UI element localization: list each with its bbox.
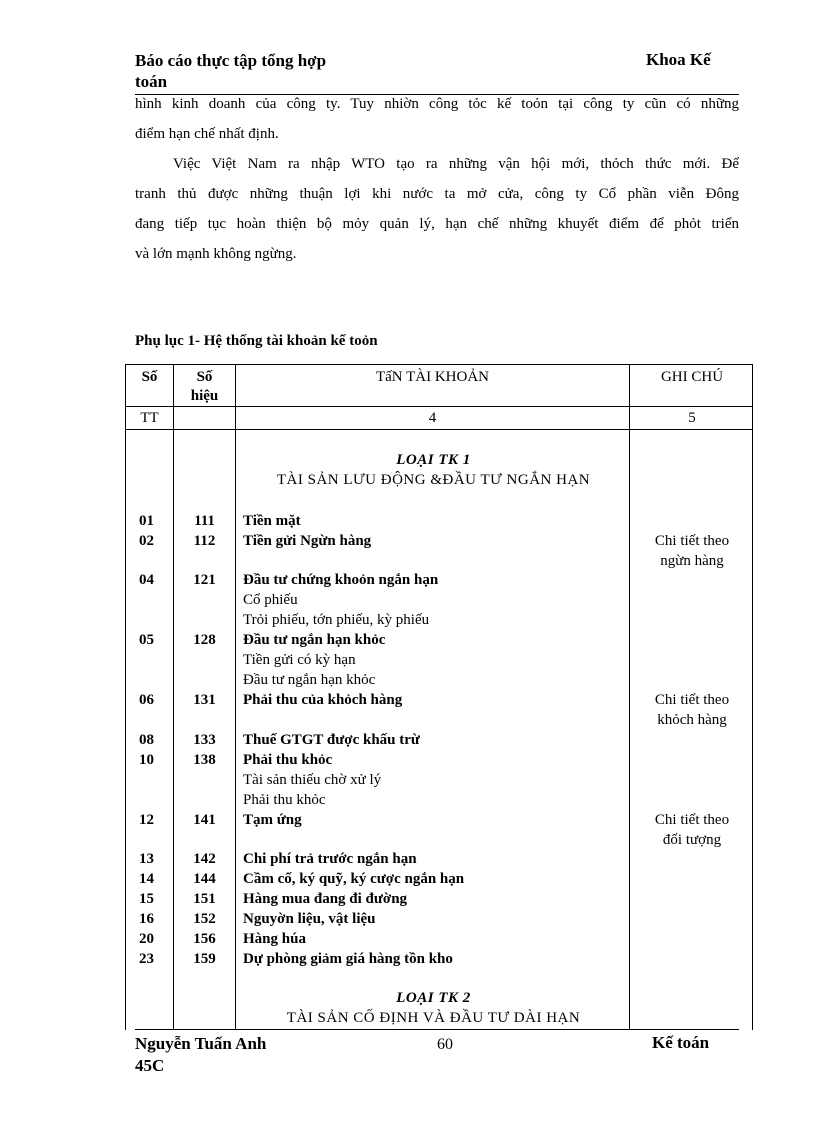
- row-account-name: Hàng húa: [243, 931, 306, 947]
- row-subaccount-name: Phải thu khỏc: [243, 792, 326, 808]
- row-account-name: Cầm cố, ký quỹ, ký cược ngắn hạn: [243, 871, 465, 887]
- row-code: 112: [193, 533, 216, 549]
- group2-label: [236, 988, 631, 1009]
- row-account-name: Thuế GTGT được khấu trừ: [243, 732, 420, 748]
- header-department: Khoa Kế: [646, 50, 711, 69]
- row-subaccount-name: Cổ phiếu: [243, 592, 298, 608]
- body-line-3: Việc Việt Nam ra nhập WTO tạo ra những vận hội mới, thỏch thức mới. Để: [173, 156, 739, 172]
- row-tt: 13: [139, 851, 154, 867]
- row-subaccount-name: Trỏi phiếu, tớn phiếu, kỳ phiếu: [243, 612, 430, 628]
- row-code: 151: [193, 891, 216, 907]
- accounts-table: [125, 364, 753, 1030]
- header-account-name: TấN TÀI KHOẢN: [375, 369, 490, 385]
- row-account-name: Hàng mua đang đi đường: [243, 891, 408, 907]
- row-code: 133: [193, 732, 216, 748]
- subheader-tt: TT: [140, 410, 159, 426]
- footer-faculty: Kế toán: [652, 1033, 710, 1052]
- group1-label-text: LOẠI TK 1: [396, 452, 471, 468]
- row-code: 152: [193, 911, 216, 927]
- row-tt: 08: [139, 732, 154, 748]
- header-row-divider: [126, 406, 752, 407]
- row-subaccount-name: Tài sản thiếu chờ xử lý: [243, 772, 382, 788]
- table-caption: Phụ lục 1- Hệ thống tài khoản kế toỏn: [135, 333, 378, 349]
- row-tt: 01: [139, 513, 154, 529]
- note-131: [630, 690, 754, 730]
- row-code: 141: [193, 812, 216, 828]
- body-line-6: và lớn mạnh không ngừng.: [135, 246, 297, 262]
- body-line-4: tranh thủ được những thuận lợi khi nước ta mở cửa, công ty Cổ phần viễn Đông: [135, 186, 739, 202]
- row-tt: 04: [139, 572, 154, 588]
- note-131-line2: khỏch hàng: [657, 712, 727, 728]
- row-tt: 05: [139, 632, 154, 648]
- footer-author-class: 45C: [135, 1056, 165, 1075]
- body-line-5: đang tiếp tục hoàn thiện bộ mỏy quản lý, hạn chế những khuyết điểm để phỏt triển: [135, 216, 739, 232]
- subheader-row-divider: [126, 429, 752, 430]
- note-141-line2: đối tượng: [662, 832, 722, 848]
- row-account-name: Tiền gửi Ngừn hàng: [243, 533, 372, 549]
- row-code: 131: [193, 692, 216, 708]
- header-title-line2: toán: [135, 72, 168, 91]
- header-code-line2: hiệu: [190, 388, 219, 404]
- row-account-name: Chi phí trả trước ngắn hạn: [243, 851, 417, 867]
- footer-rule: [135, 1029, 739, 1030]
- row-subaccount-name: Tiền gửi có kỳ hạn: [243, 652, 356, 668]
- row-code: 144: [193, 871, 216, 887]
- group2-label-text: LOẠI TK 2: [396, 990, 471, 1006]
- footer-author-name: Nguyễn Tuấn Anh: [135, 1034, 267, 1053]
- row-account-name: Phải thu của khỏch hàng: [243, 692, 403, 708]
- group1-label: [236, 450, 631, 471]
- row-account-name: Tiền mặt: [243, 513, 301, 529]
- row-code: 121: [193, 572, 216, 588]
- subheader-col3: 4: [428, 410, 437, 426]
- note-112-line1: Chi tiết theo: [654, 533, 730, 549]
- note-112-line2: ngừn hàng: [660, 553, 724, 569]
- row-account-name: Tạm ứng: [243, 812, 302, 828]
- row-account-name: Phải thu khỏc: [243, 752, 333, 768]
- page-number: 60: [437, 1036, 453, 1053]
- row-code: 111: [194, 513, 215, 529]
- row-code: 156: [193, 931, 216, 947]
- header-tt: Số: [141, 369, 158, 385]
- header-code-line1: Số: [196, 369, 213, 385]
- row-account-name: Dự phòng giảm giá hàng tồn kho: [243, 951, 453, 967]
- note-112: [630, 531, 754, 571]
- body-line-2: điểm hạn chế nhất định.: [135, 126, 279, 142]
- footer-author: [135, 1033, 266, 1077]
- group2-title: TÀI SẢN CỐ ĐỊNH VÀ ĐẦU TƯ DÀI HẠN: [286, 1010, 581, 1026]
- row-subaccount-name: Đầu tư ngắn hạn khỏc: [243, 672, 376, 688]
- row-tt: 06: [139, 692, 154, 708]
- header-title-line1: Báo cáo thực tập tổng hợp: [135, 51, 327, 70]
- row-tt: 10: [139, 752, 154, 768]
- note-141-line1: Chi tiết theo: [654, 812, 730, 828]
- row-code: 128: [193, 632, 216, 648]
- row-tt: 02: [139, 533, 154, 549]
- group1-title: TÀI SẢN LƯU ĐỘNG &ĐẦU TƯ NGẮN HẠN: [276, 472, 591, 488]
- row-tt: 12: [139, 812, 154, 828]
- note-141: [630, 810, 754, 850]
- row-code: 159: [193, 951, 216, 967]
- row-tt: 15: [139, 891, 154, 907]
- header-report-title: [135, 50, 395, 92]
- row-tt: 20: [139, 931, 154, 947]
- row-code: 138: [193, 752, 216, 768]
- row-account-name: Đầu tư ngắn hạn khỏc: [243, 632, 386, 648]
- row-code: 142: [193, 851, 216, 867]
- note-131-line1: Chi tiết theo: [654, 692, 730, 708]
- body-line-1: hình kinh doanh của công ty. Tuy nhiờn công tỏc kế toỏn tại công ty cũn có những: [135, 96, 739, 112]
- row-tt: 16: [139, 911, 154, 927]
- row-account-name: Nguyờn liệu, vật liệu: [243, 911, 376, 927]
- header-code: [174, 368, 235, 406]
- header-note: GHI CHÚ: [660, 369, 724, 385]
- subheader-col4: 5: [688, 410, 696, 426]
- row-account-name: Đầu tư chứng khoỏn ngắn hạn: [243, 572, 439, 588]
- row-tt: 14: [139, 871, 154, 887]
- row-tt: 23: [139, 951, 154, 967]
